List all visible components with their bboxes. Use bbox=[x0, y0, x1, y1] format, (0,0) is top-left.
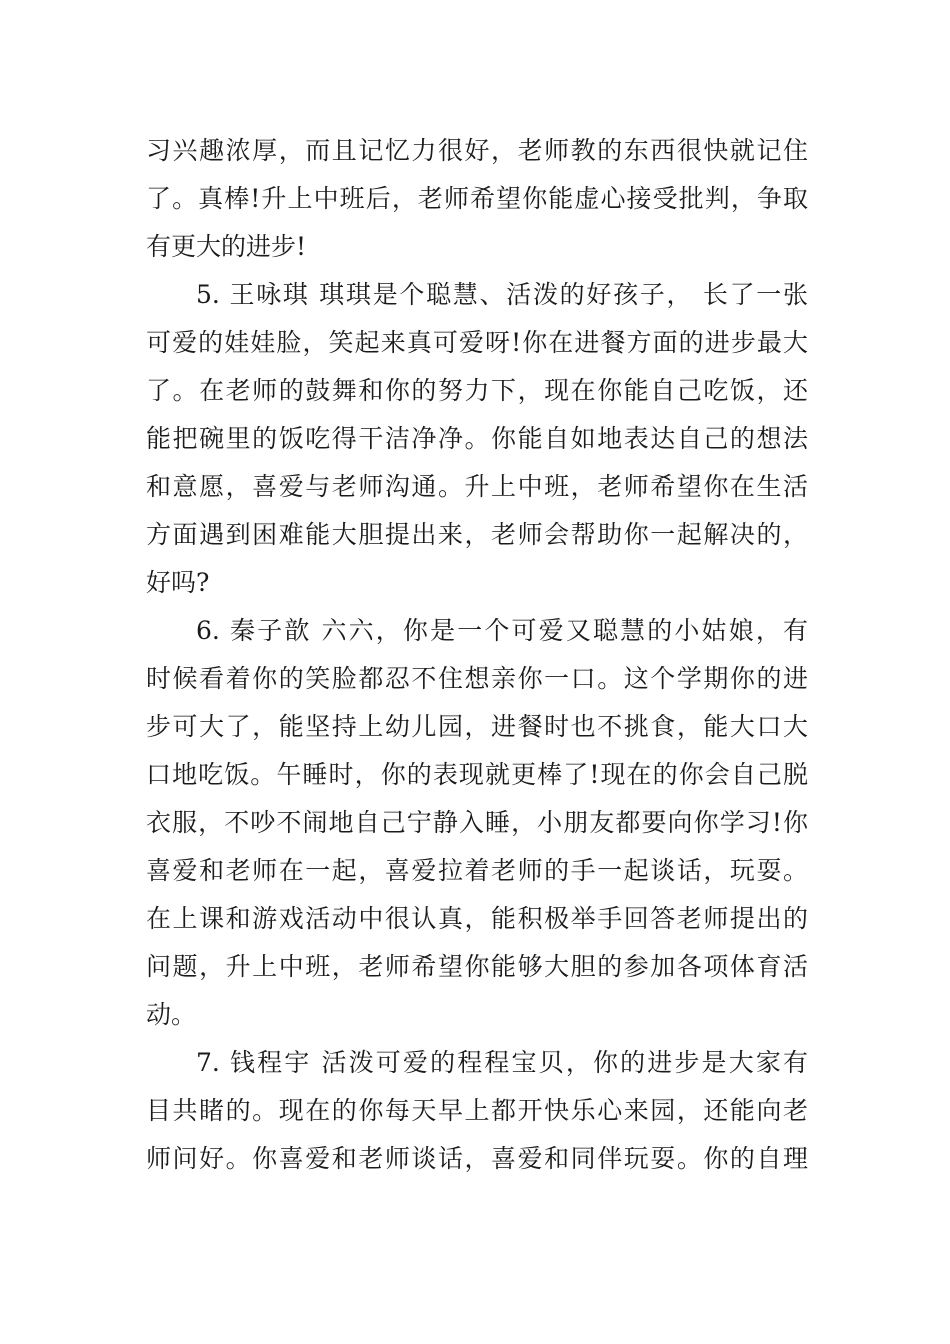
text-line: 师问好。你喜爱和老师谈话，喜爱和同伴玩耍。你的自理 bbox=[146, 1144, 808, 1173]
text-line: 能把碗里的饭吃得干洁净净。你能自如地表达自己的想法 bbox=[146, 424, 808, 453]
text-line: 好吗? bbox=[146, 568, 210, 597]
text-line: 了。真棒!升上中班后，老师希望你能虚心接受批判，争取 bbox=[146, 184, 808, 213]
text-line: 时候看着你的笑脸都忍不住想亲你一口。这个学期你的进 bbox=[146, 664, 808, 693]
text-line: 目共睹的。现在的你每天早上都开快乐心来园，还能向老 bbox=[146, 1096, 808, 1125]
paragraph-start-7: 7. 钱程宇 活泼可爱的程程宝贝，你的进步是大家有 bbox=[196, 1048, 808, 1077]
text-line: 喜爱和老师在一起，喜爱拉着老师的手一起谈话，玩耍。 bbox=[146, 856, 808, 885]
text-line: 衣服，不吵不闹地自己宁静入睡，小朋友都要向你学习!你 bbox=[146, 808, 808, 837]
text-line: 方面遇到困难能大胆提出来，老师会帮助你一起解决的， bbox=[146, 520, 808, 549]
text-line: 可爱的娃娃脸，笑起来真可爱呀!你在进餐方面的进步最大 bbox=[146, 328, 808, 357]
paragraph-start-6: 6. 秦子歆 六六，你是一个可爱又聪慧的小姑娘，有 bbox=[196, 616, 808, 645]
text-line: 口地吃饭。午睡时，你的表现就更棒了!现在的你会自己脱 bbox=[146, 760, 808, 789]
text-line: 在上课和游戏活动中很认真，能积极举手回答老师提出的 bbox=[146, 904, 808, 933]
text-line: 有更大的进步! bbox=[146, 232, 307, 261]
text-line: 动。 bbox=[146, 1000, 197, 1029]
text-line: 问题，升上中班，老师希望你能够大胆的参加各项体育活 bbox=[146, 952, 808, 981]
paragraph-start-5: 5. 王咏琪 琪琪是个聪慧、活泼的好孩子， 长了一张 bbox=[196, 280, 808, 309]
text-line: 步可大了，能坚持上幼儿园，进餐时也不挑食，能大口大 bbox=[146, 712, 808, 741]
text-line: 和意愿，喜爱与老师沟通。升上中班，老师希望你在生活 bbox=[146, 472, 808, 501]
body-text bbox=[146, 127, 808, 1183]
text-line: 习兴趣浓厚，而且记忆力很好，老师教的东西很快就记住 bbox=[146, 136, 808, 165]
text-line: 了。在老师的鼓舞和你的努力下，现在你能自己吃饭，还 bbox=[146, 376, 808, 405]
